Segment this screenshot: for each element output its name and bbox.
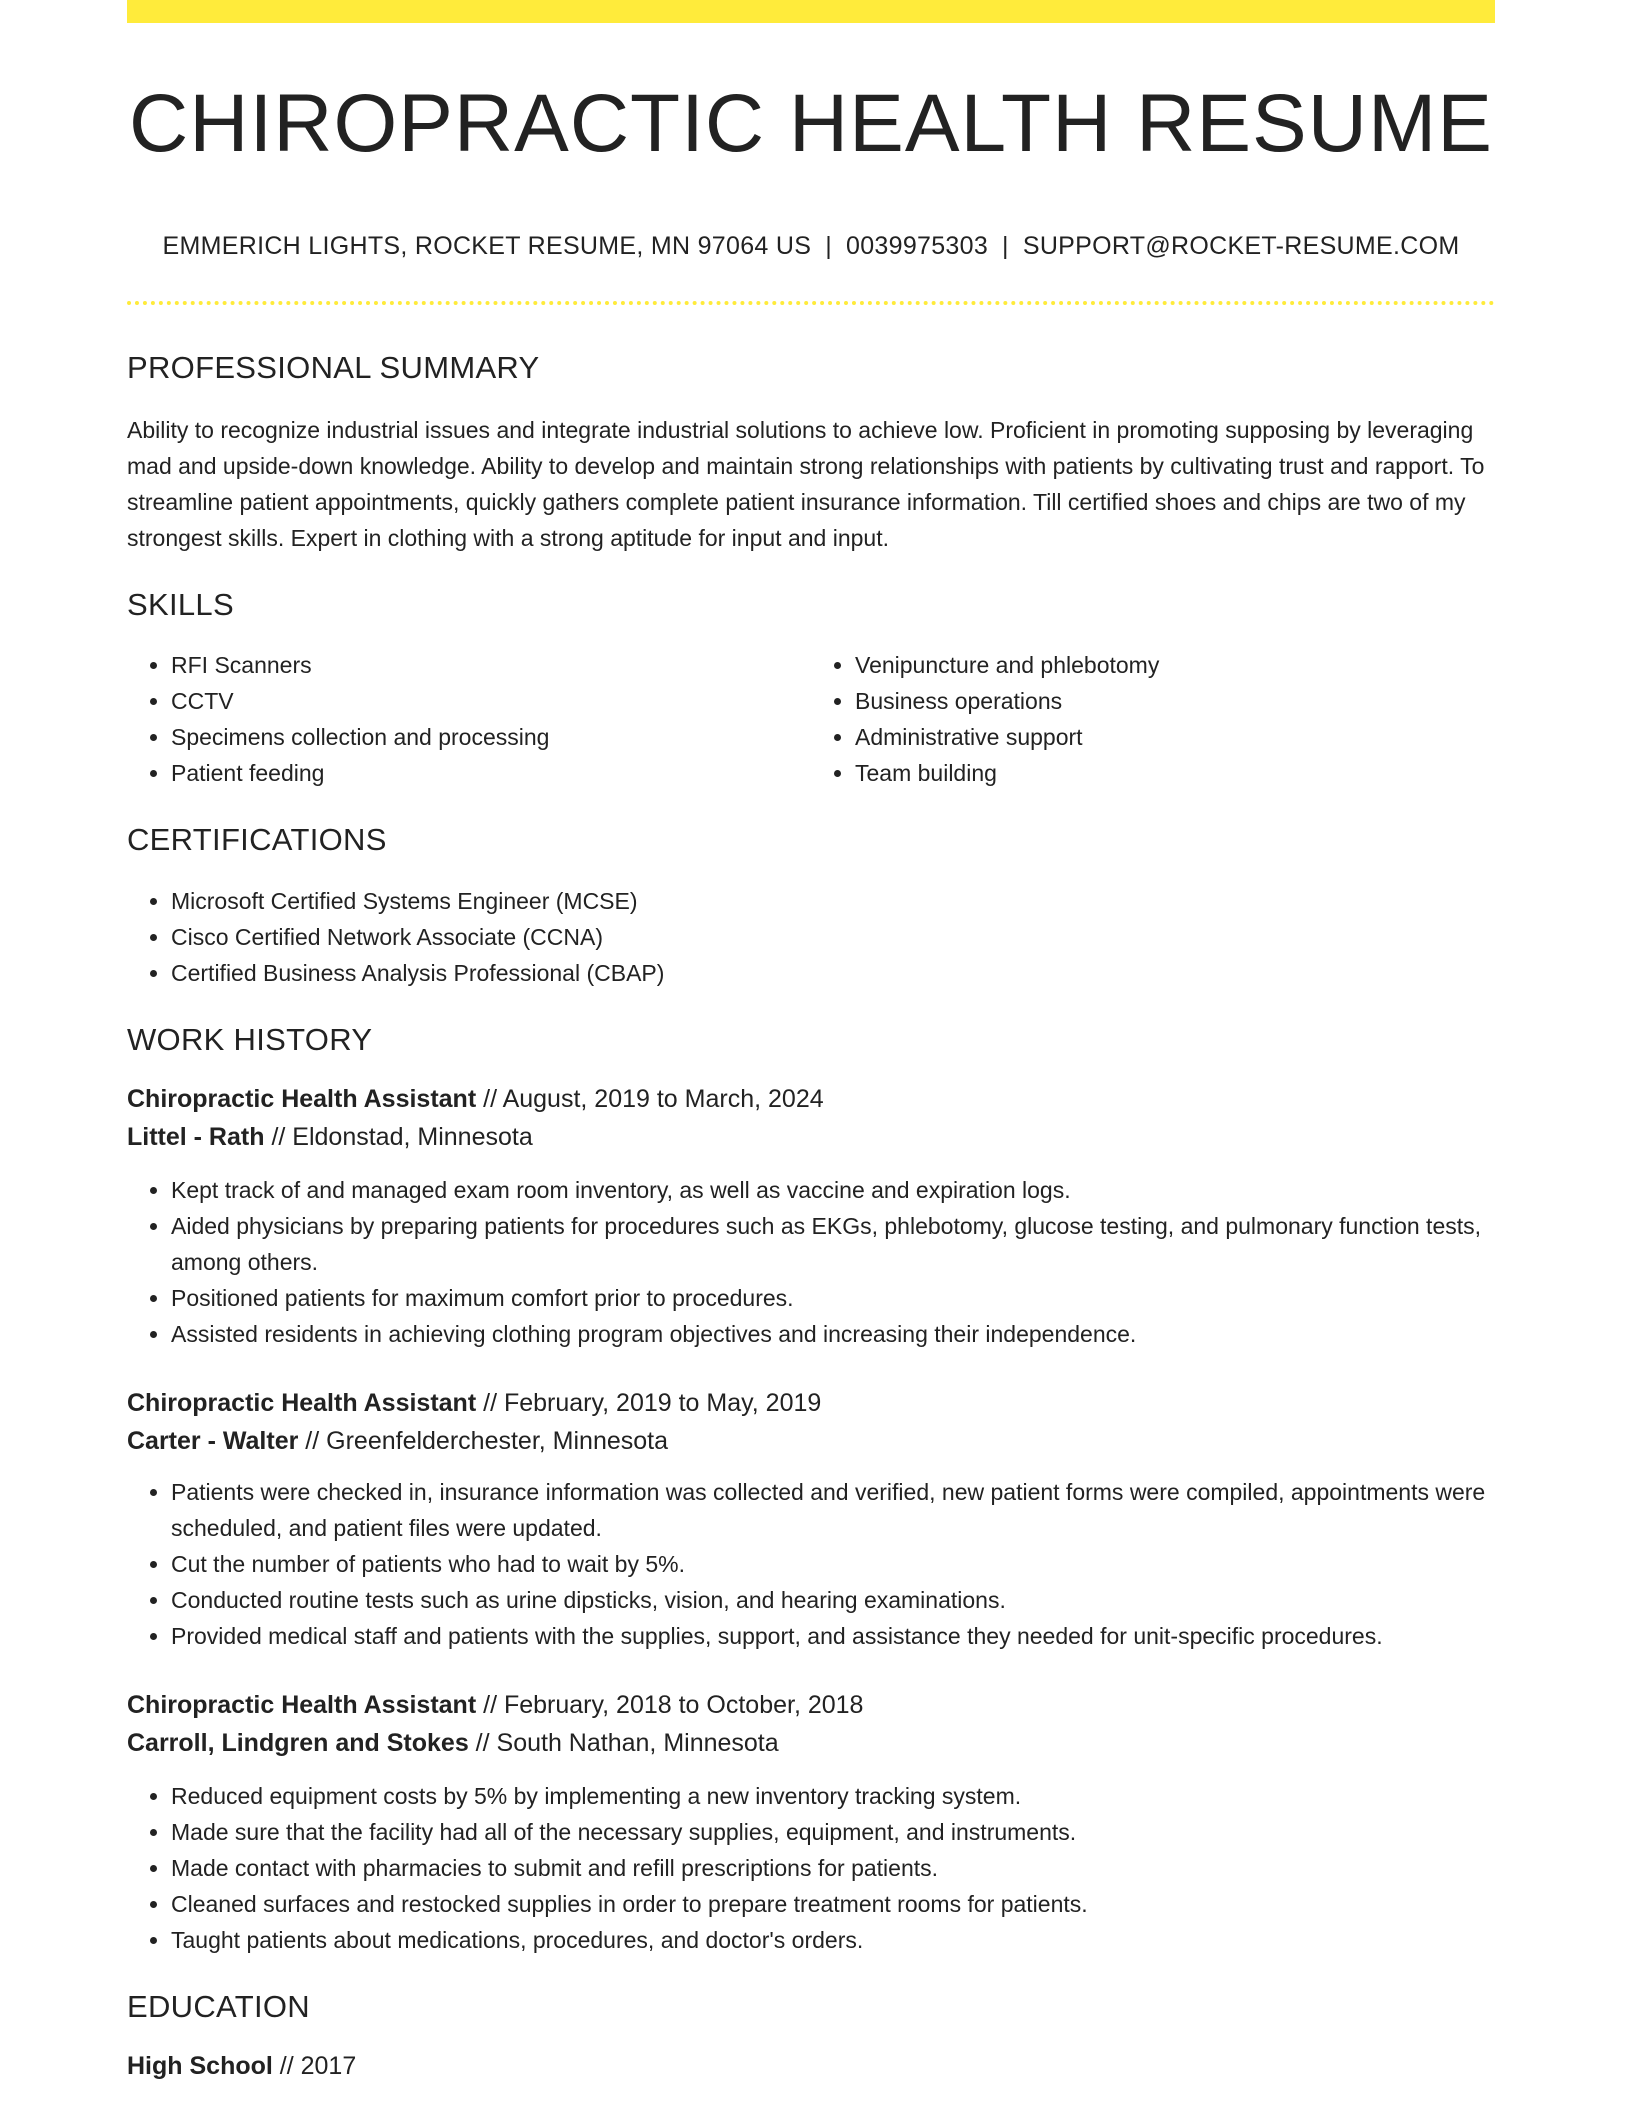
resume-title: CHIROPRACTIC HEALTH RESUME	[129, 78, 1493, 169]
job-title: Chiropractic Health Assistant	[127, 1690, 477, 1719]
job-dates: February, 2018 to October, 2018	[503, 1690, 864, 1719]
skills-column-left	[127, 647, 811, 791]
job-entry	[127, 1686, 1495, 1958]
job-bullet: • Conducted routine tests such as urine dipsticks, vision, and hearing examinations.	[171, 1582, 1495, 1618]
job-bullets	[127, 1778, 1495, 1958]
job-separator: //	[476, 1084, 503, 1113]
certification-item: • Certified Business Analysis Professional (CBAP)	[171, 955, 1495, 991]
job-bullet: • Positioned patients for maximum comfort prior to procedures.	[171, 1280, 1495, 1316]
skills-column-right	[811, 647, 1495, 791]
contact-address: EMMERICH LIGHTS, ROCKET RESUME, MN 97064 US	[162, 232, 812, 260]
job-bullet: • Cleaned surfaces and restocked supplies in order to prepare treatment rooms for patients.	[171, 1886, 1495, 1922]
resume-page	[127, 0, 1495, 2085]
job-bullet: • Kept track of and managed exam room inventory, as well as vaccine and expiration logs.	[171, 1172, 1495, 1208]
certifications-list	[127, 883, 1495, 991]
certification-item: • Cisco Certified Network Associate (CCNA)	[171, 919, 1495, 955]
job-company-line	[127, 1422, 1495, 1460]
job-bullet: • Made contact with pharmacies to submit and refill prescriptions for patients.	[171, 1850, 1495, 1886]
skill-item: • RFI Scanners	[171, 647, 811, 683]
job-bullets	[127, 1172, 1495, 1352]
skill-item: • Team building	[855, 755, 1495, 791]
education-item	[127, 2047, 1495, 2085]
skill-item: • Patient feeding	[171, 755, 811, 791]
summary-heading: PROFESSIONAL SUMMARY	[127, 350, 540, 385]
job-bullet: • Made sure that the facility had all of the necessary supplies, equipment, and instruments.	[171, 1814, 1495, 1850]
contact-separator: |	[825, 232, 832, 260]
contact-phone: 0039975303	[846, 232, 989, 260]
skills-heading: SKILLS	[127, 587, 234, 623]
education-degree: High School	[127, 2051, 273, 2080]
skill-item: • Venipuncture and phlebotomy	[855, 647, 1495, 683]
job-entry	[127, 1080, 1495, 1352]
job-bullets	[127, 1474, 1495, 1654]
job-bullet: • Aided physicians by preparing patients for procedures such as EKGs, phlebotomy, glucose testing, and pulmonary function tests, among others.	[171, 1208, 1495, 1280]
job-bullet: • Cut the number of patients who had to wait by 5%.	[171, 1546, 1495, 1582]
skill-item: • Specimens collection and processing	[171, 719, 811, 755]
top-accent-bar	[127, 0, 1495, 23]
job-entry	[127, 1384, 1495, 1654]
job-location: Eldonstad, Minnesota	[292, 1122, 533, 1151]
job-separator: //	[468, 1728, 497, 1757]
education-year: 2017	[300, 2051, 357, 2080]
skill-item: • CCTV	[171, 683, 811, 719]
skill-item: • Administrative support	[855, 719, 1495, 755]
contact-line	[127, 231, 1495, 261]
job-bullet: • Provided medical staff and patients with the supplies, support, and assistance they needed for unit-specific procedures.	[171, 1618, 1495, 1654]
job-separator: //	[476, 1690, 504, 1719]
education-separator: //	[272, 2051, 301, 2080]
job-company: Littel - Rath	[127, 1122, 265, 1151]
skill-item: • Business operations	[855, 683, 1495, 719]
job-company: Carroll, Lindgren and Stokes	[127, 1728, 469, 1757]
job-bullet: • Assisted residents in achieving clothing program objectives and increasing their independence.	[171, 1316, 1495, 1352]
job-location: Greenfelderchester, Minnesota	[326, 1426, 668, 1455]
summary-text: Ability to recognize industrial issues and integrate industrial solutions to achieve low. Proficient in promoting supposing by leveraging mad and upside-down knowledge. Ability to develop and maintain strong relationships with patients by cultivating trust and rapport. To streamline patient appointments, quickly gathers complete patient insurance information. Till certified shoes and chips are two of my strongest skills. Expert in clothing with a strong aptitude for input and input.	[127, 417, 1485, 552]
job-separator: //	[476, 1388, 504, 1417]
job-company: Carter - Walter	[127, 1426, 299, 1455]
header-divider	[127, 301, 1495, 305]
job-bullet: • Patients were checked in, insurance information was collected and verified, new patient forms were compiled, appointments were scheduled, and patient files were updated.	[171, 1474, 1495, 1546]
education-heading: EDUCATION	[127, 1988, 310, 2024]
job-dates: February, 2019 to May, 2019	[503, 1388, 822, 1417]
work-history-heading: WORK HISTORY	[127, 1021, 373, 1057]
certification-item: • Microsoft Certified Systems Engineer (MCSE)	[171, 883, 1495, 919]
job-bullet: • Taught patients about medications, procedures, and doctor's orders.	[171, 1922, 1495, 1958]
job-title-line	[127, 1686, 1495, 1724]
job-dates: August, 2019 to March, 2024	[502, 1084, 824, 1113]
job-bullet: • Reduced equipment costs by 5% by implementing a new inventory tracking system.	[171, 1778, 1495, 1814]
job-company-line	[127, 1724, 1495, 1762]
contact-email[interactable]: SUPPORT@ROCKET-RESUME.COM	[1022, 232, 1460, 260]
job-company-line	[127, 1118, 1495, 1156]
job-title: Chiropractic Health Assistant	[127, 1388, 477, 1417]
contact-separator: |	[1002, 232, 1009, 260]
job-separator: //	[298, 1426, 327, 1455]
job-separator: //	[264, 1122, 293, 1151]
skills-list	[127, 647, 1495, 791]
job-title: Chiropractic Health Assistant	[127, 1084, 477, 1113]
job-title-line	[127, 1384, 1495, 1422]
job-title-line	[127, 1080, 1495, 1118]
job-location: South Nathan, Minnesota	[496, 1728, 779, 1757]
certifications-heading: CERTIFICATIONS	[127, 822, 387, 858]
